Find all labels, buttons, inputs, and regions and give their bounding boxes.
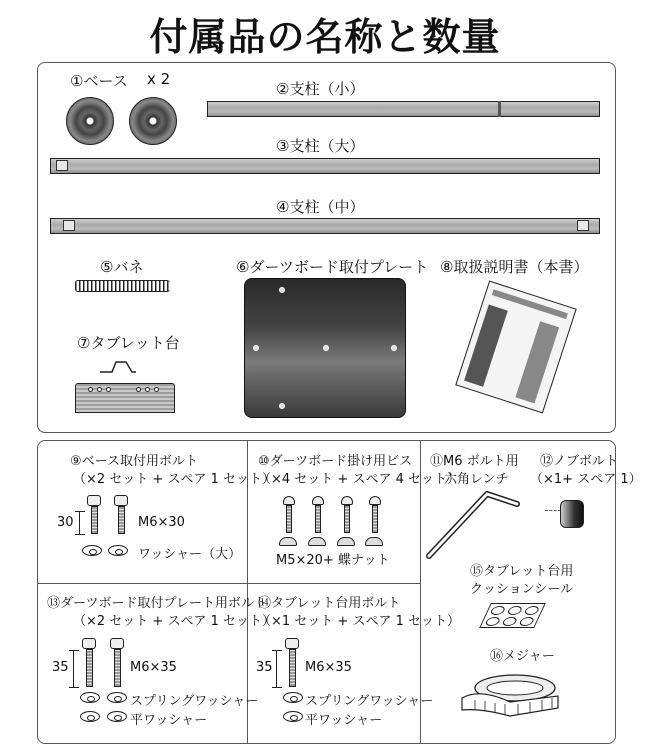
dimension-line (276, 650, 277, 688)
bolt-icon (112, 638, 122, 687)
bolt-icon (84, 638, 94, 687)
pole-small-image (207, 101, 600, 117)
flat-washer-icon (107, 711, 127, 722)
tablet-bolt-dimension: 35 (256, 660, 273, 675)
pole-large-label: ③支柱（大） (276, 137, 365, 155)
dimension-line (79, 511, 80, 535)
wingnut-icon (279, 537, 297, 546)
pole-large-image (50, 158, 600, 174)
washer-icon (82, 545, 102, 556)
divider (37, 583, 420, 584)
hex-wrench-label-2: 六角レンチ (444, 472, 509, 487)
spring-washer-icon (80, 692, 100, 703)
plate-bolt-qty: （×2 セット + スペア 1 セット） (73, 614, 275, 629)
plate-bolt-dimension: 35 (52, 660, 69, 675)
tablet-bolt-qty: （×1 セット + スペア 1 セット） (258, 614, 460, 629)
tape-measure-icon (460, 668, 560, 723)
flat-washer-icon (283, 711, 303, 722)
base-bolt-dimension: 30 (57, 515, 74, 530)
washer-icon (108, 545, 128, 556)
cushion-seal-label-2: クッションシール (470, 582, 574, 597)
spring-image (75, 280, 170, 292)
plate-bolt-label: ⑬ダーツボード取付プレート用ボルト (47, 596, 267, 611)
plate-spring-washer-label: スプリングワッシャー (130, 694, 259, 709)
base-qty: x 2 (147, 70, 171, 88)
dartboard-screw-qty: （×4 セット + スペア 4 セット） (258, 472, 460, 487)
wingnut-icon (308, 537, 326, 546)
page-title: 付属品の名称と数量 (149, 15, 501, 59)
spring-washer-icon (283, 692, 303, 703)
tape-measure-label: ⑯メジャー (490, 649, 555, 664)
pole-medium-image (50, 218, 600, 234)
knob-bolt-label: ⑫ノブボルト (540, 454, 619, 469)
screw-icon (370, 496, 380, 533)
plate-flat-washer-label: 平ワッシャー (130, 713, 208, 728)
tablet-spring-washer-label: スプリングワッシャー (305, 694, 434, 709)
bolt-icon (89, 495, 99, 534)
spring-label: ⑤バネ (100, 258, 144, 276)
base-label: ①ベース (70, 72, 128, 90)
base-disc-icon (129, 97, 177, 145)
pole-medium-label: ④支柱（中） (276, 198, 365, 216)
screw-icon (313, 496, 323, 533)
plate-bolt-spec: M6×35 (130, 660, 177, 675)
pole-small-label: ②支柱（小） (276, 80, 365, 98)
dimension-line (73, 650, 74, 688)
wingnut-icon (365, 537, 383, 546)
cushion-seal-icon (479, 603, 546, 628)
knob-bolt-stem (545, 510, 561, 511)
base-disc-icon (66, 97, 114, 145)
bolt-icon (287, 638, 297, 687)
spring-washer-icon (107, 692, 127, 703)
plate-label: ⑥ダーツボード取付プレート (236, 258, 429, 276)
tablet-flat-washer-label: 平ワッシャー (305, 713, 383, 728)
base-washer-label: ワッシャー（大） (138, 547, 242, 562)
tablet-bolt-label: ⑭タブレット台用ボルト (258, 596, 401, 611)
dartboard-plate-image (244, 278, 406, 418)
base-bolt-qty: （×2 セット + スペア 1 セット） (73, 472, 275, 487)
wingnut-icon (337, 537, 355, 546)
hex-wrench-label: ⑪M6 ボルト用 (430, 454, 519, 469)
tablet-bolt-spec: M6×35 (305, 660, 352, 675)
hex-wrench-icon (425, 490, 525, 560)
base-bolt-label: ⑨ベース取付用ボルト (70, 454, 199, 469)
cushion-seal-label: ⑮タブレット台用 (470, 564, 574, 579)
dartboard-screw-label: ⑩ダーツボード掛け用ビス (258, 454, 413, 469)
bolt-icon (116, 495, 126, 534)
base-bolt-spec: M6×30 (138, 515, 185, 530)
screw-icon (284, 496, 294, 533)
screw-icon (342, 496, 352, 533)
tablet-stand-arm-icon (100, 358, 136, 378)
knob-bolt-icon (560, 500, 584, 528)
knob-bolt-qty: （×1+ スペア 1） (530, 472, 642, 487)
tablet-stand-label: ⑦タブレット台 (77, 334, 180, 352)
manual-label: ⑧取扱説明書（本書） (440, 258, 589, 276)
tablet-stand-image (75, 383, 175, 413)
dartboard-screw-spec: M5×20+ 蝶ナット (276, 553, 390, 568)
flat-washer-icon (80, 711, 100, 722)
